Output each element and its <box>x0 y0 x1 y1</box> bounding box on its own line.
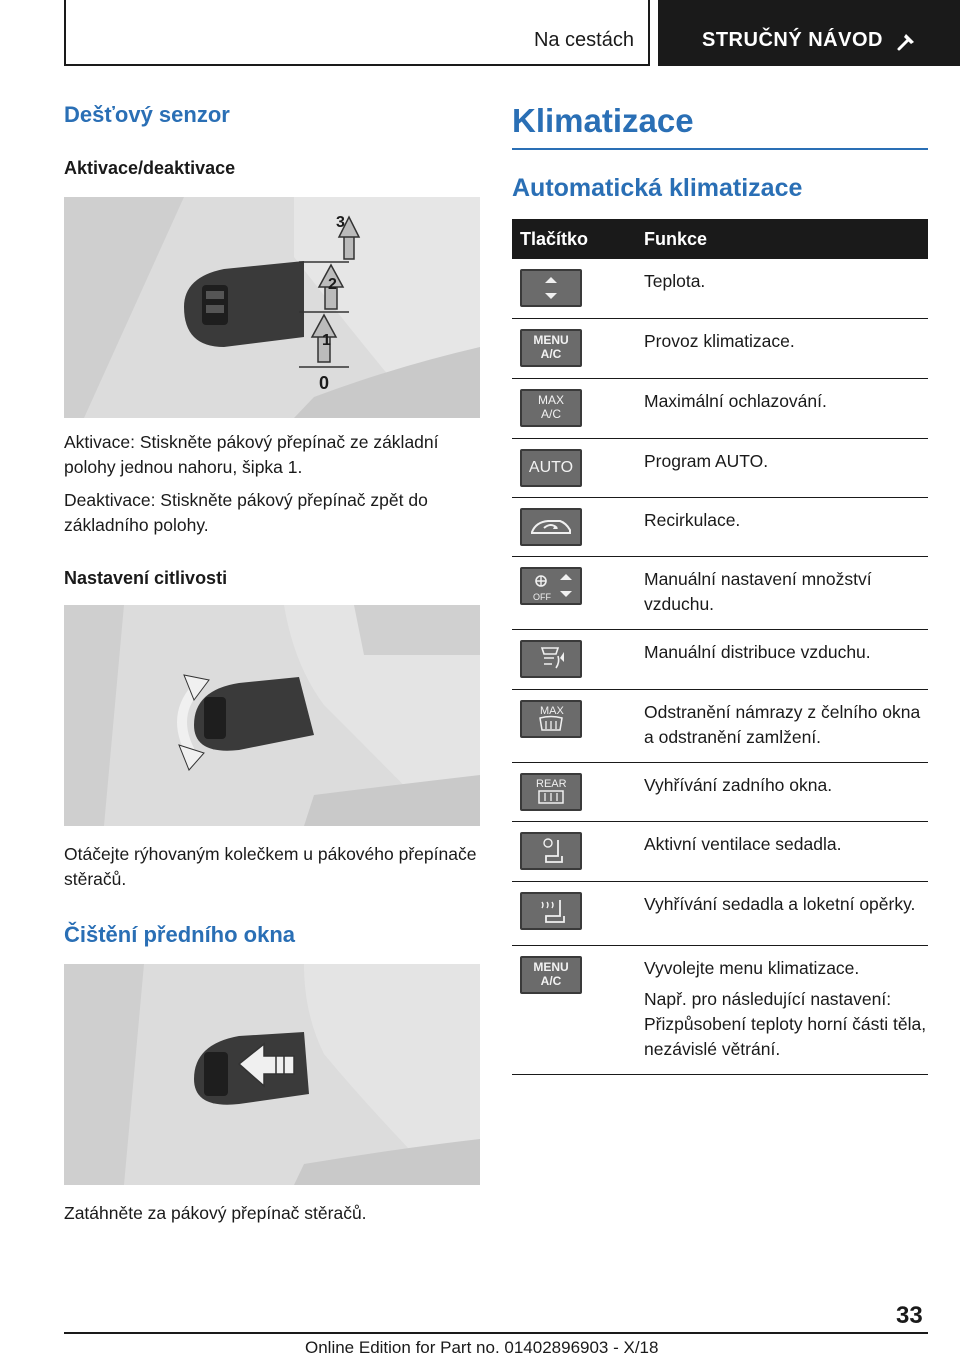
guide-title: STRUČNÝ NÁVOD <box>702 29 883 51</box>
header-guide-box <box>658 0 960 66</box>
table-row <box>512 556 928 629</box>
rear-defrost-label: REAR <box>536 777 567 790</box>
table-row <box>512 945 928 1074</box>
function-text: Vyvolejte menu klimatizace. <box>644 957 860 978</box>
table-row <box>512 378 928 438</box>
sensitivity-text: Otáčejte rýhovaným kolečkem u pákového přepínače stěračů. <box>64 844 477 889</box>
table-row <box>512 762 928 821</box>
auto-climate-heading: Automatická klimatizace <box>512 174 803 202</box>
rear-defrost-icon <box>520 773 582 811</box>
activation-subheading: Aktivace/deaktivace <box>64 158 236 178</box>
function-text: Aktivní ventilace sedadla. <box>644 821 928 881</box>
table-row <box>512 438 928 497</box>
auto-icon: AUTO <box>520 449 582 487</box>
activation-text: Aktivace: Stiskněte pákový přepínač ze základní polohy jednou nahoru, šipka 1. <box>64 432 439 477</box>
function-text: Odstranění námrazy z čelního okna a odstranění zamlžení. <box>644 689 928 762</box>
function-text: Vyhřívání zadního okna. <box>644 762 928 821</box>
fan-off-icon <box>520 567 582 605</box>
windshield-text: Zatáhněte za pákový přepínač stěračů. <box>64 1203 367 1223</box>
deactivation-text: Deaktivace: Stiskněte pákový přepínač zpět do základního polohy. <box>64 490 428 535</box>
table-header-row <box>512 219 928 259</box>
function-text: Teplota. <box>644 259 928 318</box>
column-header-button: Tlačítko <box>512 219 644 259</box>
climate-buttons-table <box>512 219 928 1075</box>
wiper-lever-activation-image <box>64 197 480 418</box>
function-text: Manuální nastavení množství vzduchu. <box>644 556 928 629</box>
table-row <box>512 497 928 556</box>
page-number: 33 <box>896 1302 923 1329</box>
column-header-function: Funkce <box>644 219 928 259</box>
function-text-detail: Např. pro následující nastavení: Přizpůsobení teploty horní části těla, nezávislé větrání. <box>644 988 927 1059</box>
fan-off-label: OFF <box>533 591 551 602</box>
max-defrost-icon <box>520 700 582 738</box>
function-text: Program AUTO. <box>644 438 928 497</box>
table-row <box>512 821 928 881</box>
table-row <box>512 689 928 762</box>
wiper-lever-sensitivity-image <box>64 605 480 826</box>
seat-heating-icon <box>520 892 582 930</box>
temperature-arrows-icon <box>520 269 582 307</box>
right-column <box>512 100 928 1075</box>
function-text: Maximální ochlazování. <box>644 378 928 438</box>
function-text: Manuální distribuce vzduchu. <box>644 629 928 689</box>
function-cell <box>644 945 928 1074</box>
heading-rule <box>512 148 928 150</box>
arrow-label-3: 3 <box>336 214 345 231</box>
menu-ac-icon: MENU A/C <box>520 956 582 994</box>
air-distribution-icon <box>520 640 582 678</box>
seat-ventilation-icon <box>520 832 582 870</box>
section-title: Na cestách <box>533 29 634 51</box>
footer-edition: Online Edition for Part no. 01402896903 - X/18 <box>305 1338 659 1357</box>
table-row <box>512 629 928 689</box>
function-text: Provoz klimatizace. <box>644 318 928 378</box>
function-text: Recirkulace. <box>644 497 928 556</box>
max-ac-icon: MAX A/C <box>520 389 582 427</box>
windshield-heading: Čištění předního okna <box>64 922 296 947</box>
sensitivity-subheading: Nastavení citlivosti <box>64 568 228 588</box>
recirculation-icon <box>520 508 582 546</box>
arrow-label-0: 0 <box>319 373 330 393</box>
header-section-box <box>64 0 650 66</box>
arrow-label-2: 2 <box>328 276 337 293</box>
table-row <box>512 881 928 945</box>
wiper-lever-pull-image <box>64 964 480 1185</box>
left-column <box>64 100 480 1226</box>
table-row <box>512 259 928 318</box>
footer-rule <box>64 1332 928 1334</box>
wrench-icon <box>896 30 918 52</box>
arrow-label-1: 1 <box>322 332 331 349</box>
page-header <box>0 0 960 66</box>
function-text: Vyhřívání sedadla a loketní opěrky. <box>644 881 928 945</box>
max-defrost-label: MAX <box>540 704 564 717</box>
climate-heading: Klimatizace <box>512 102 694 139</box>
table-row <box>512 318 928 378</box>
rain-sensor-heading: Dešťový senzor <box>64 102 230 127</box>
menu-ac-icon: MENU A/C <box>520 329 582 367</box>
